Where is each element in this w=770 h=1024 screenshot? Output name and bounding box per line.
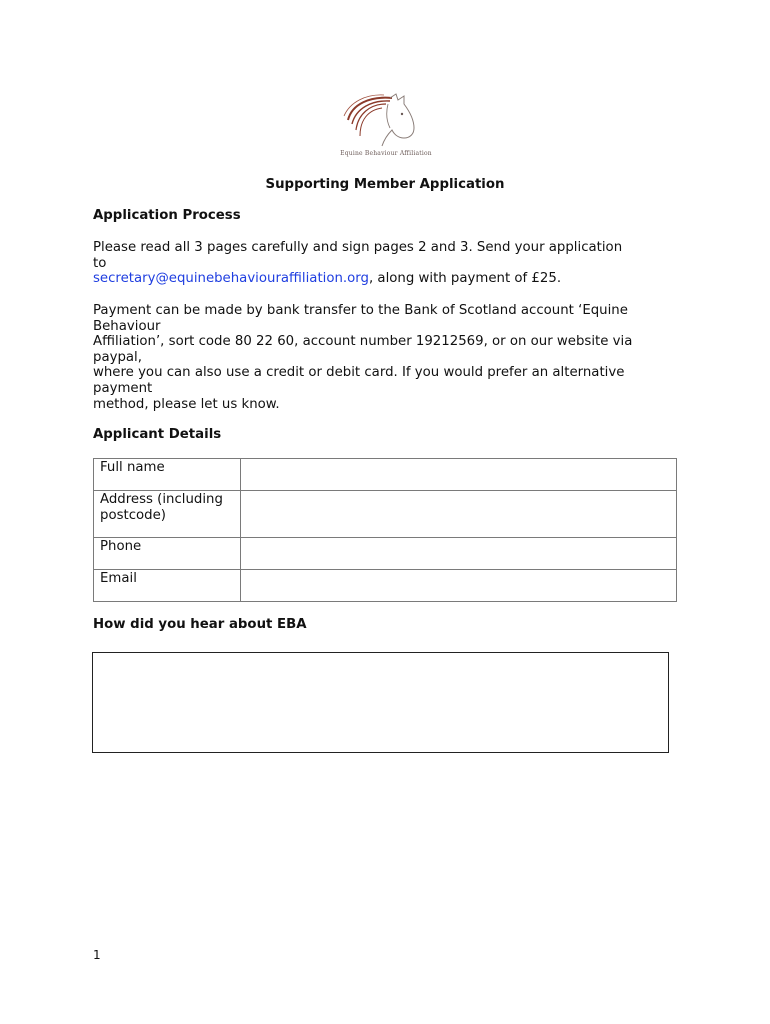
table-row [94, 538, 677, 570]
details-heading: Applicant Details [93, 427, 222, 442]
phone-label: Phone [94, 538, 241, 570]
phone-field[interactable] [241, 538, 677, 570]
email-field[interactable] [241, 570, 677, 602]
eba-logo [330, 90, 442, 162]
full-name-label: Full name [94, 459, 241, 491]
secretary-email-link[interactable]: secretary@equinebehaviouraffiliation.org [93, 271, 369, 287]
table-row [94, 459, 677, 491]
process-paragraph-2: Payment can be made by bank transfer to the Bank of Scotland account ‘Equine Behaviour Affiliation’, sort code 80 22 60, account number 19212569, or on our website via paypal, where you can also use a credit or debit card. If you would prefer an alternative payment method, please let us know. [93, 303, 633, 412]
horse-head-icon [330, 90, 442, 150]
process-heading: Application Process [93, 208, 241, 223]
hear-about-eba-field[interactable] [92, 652, 669, 753]
full-name-field[interactable] [241, 459, 677, 491]
address-field[interactable] [241, 491, 677, 538]
page-title: Supporting Member Application [265, 177, 505, 192]
process-paragraph-1 [93, 240, 683, 287]
applicant-details-table [93, 458, 677, 602]
email-label: Email [94, 570, 241, 602]
logo-caption: Equine Behaviour Affiliation [340, 150, 432, 157]
process-text: Please read all 3 pages carefully and sign pages 2 and 3. Send your application to [93, 240, 623, 271]
hear-heading: How did you hear about EBA [93, 617, 307, 632]
table-row [94, 570, 677, 602]
process-text-tail: , along with payment of £25. [368, 271, 562, 287]
page-number: 1 [93, 948, 101, 962]
table-row [94, 491, 677, 538]
address-label: Address (including postcode) [94, 491, 241, 538]
